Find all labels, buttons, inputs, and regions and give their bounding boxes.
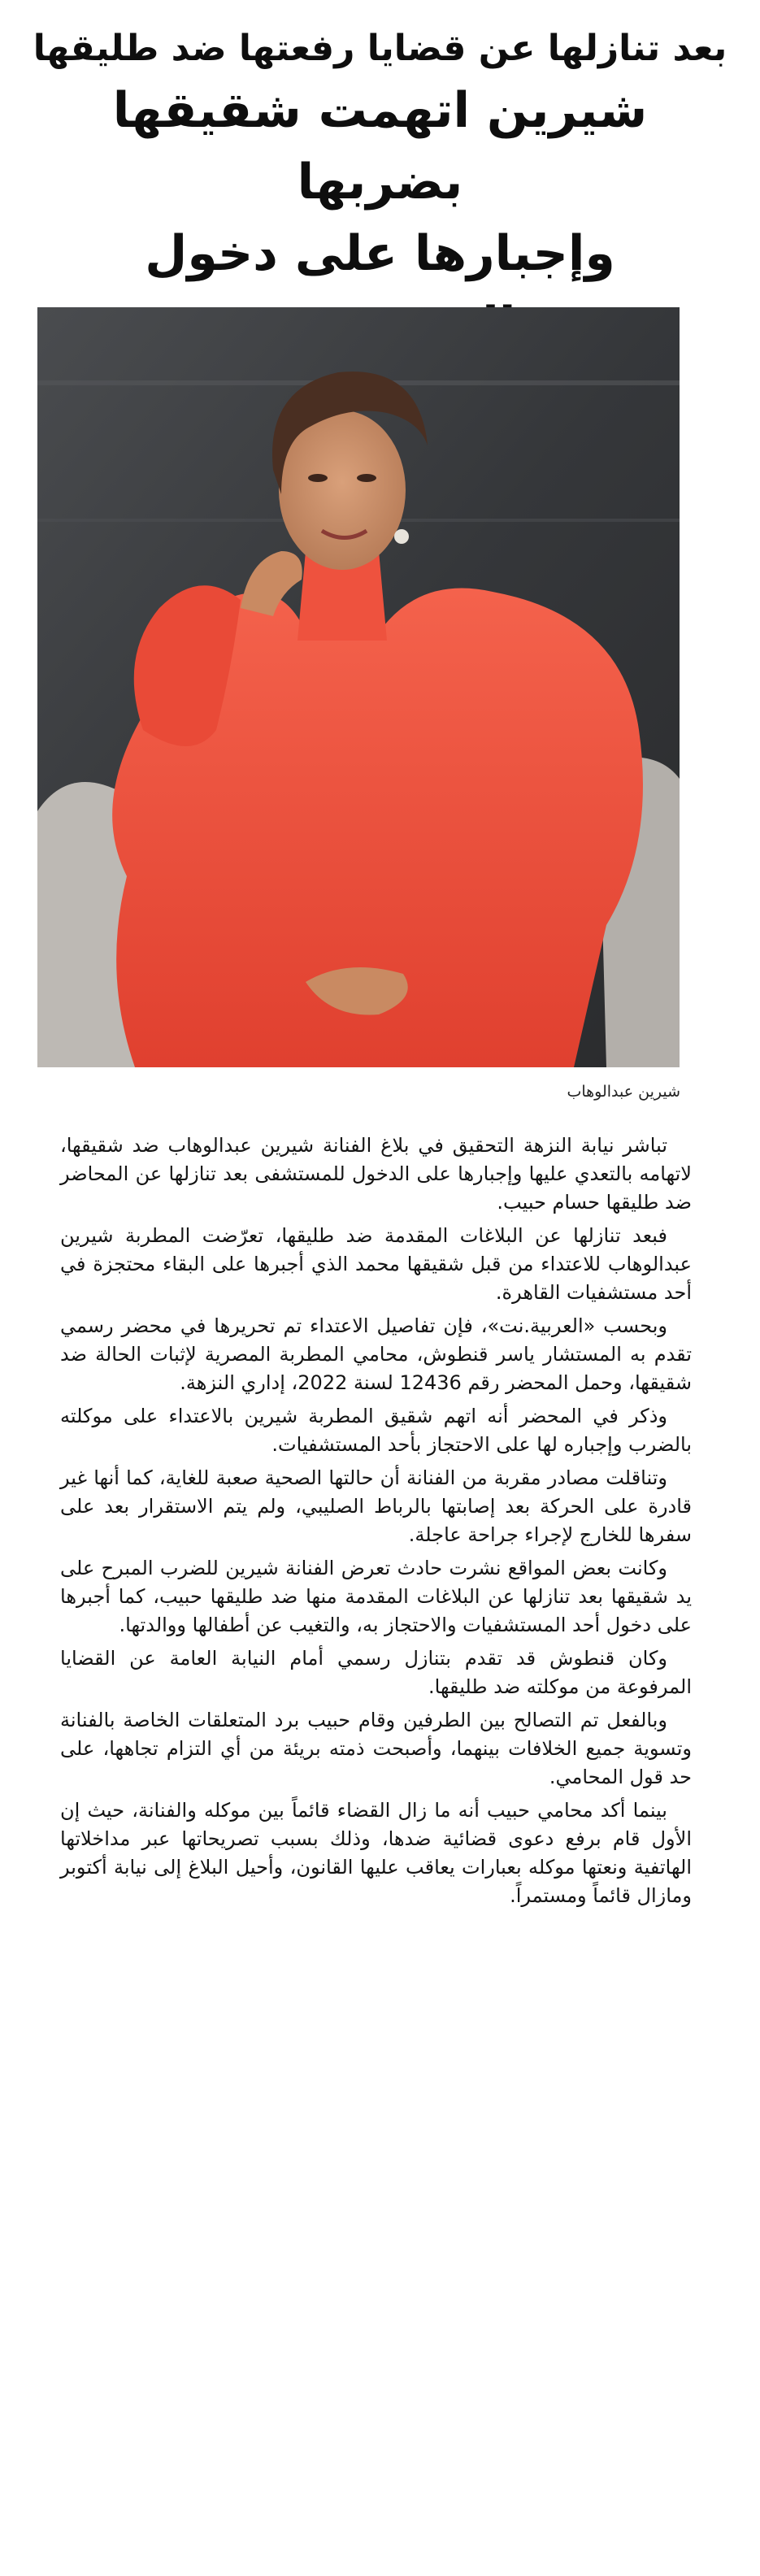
article-paragraph: وكانت بعض المواقع نشرت حادث تعرض الفنانة شيرين للضرب المبرح على يد شقيقها بعد تنازلها عن البلاغات المقدمة منها ضد طليقها حبيب، كما أجبرها على دخول أحد المستشفيات والاحتجاز به، والتغيب عن أطفالها ووالدتها. bbox=[60, 1557, 692, 1636]
article-body bbox=[60, 1132, 692, 1915]
article-paragraph: وذكر في المحضر أنه اتهم شقيق المطربة شيرين بالاعتداء على موكلته بالضرب وإجباره لها على الاحتجاز بأحد المستشفيات. bbox=[60, 1405, 692, 1456]
article-paragraph: وتناقلت مصادر مقربة من الفنانة أن حالتها الصحية صعبة للغاية، كما أنها غير قادرة على الحركة بعد إصابتها بالرباط الصليبي، ولم يتم الاستقرار بعد على سفرها للخارج لإجراء جراحة عاجلة. bbox=[60, 1466, 692, 1546]
article-paragraph: وبحسب «العربية.نت»، فإن تفاصيل الاعتداء تم تحريرها في محضر رسمي تقدم به المستشار ياسر قنطوش، محامي المطربة المصرية لإثبات الحالة ضد شقيقها، وحمل المحضر رقم 12436 لسنة 2022، إداري النزهة. bbox=[60, 1314, 692, 1394]
article-paragraph: تباشر نيابة النزهة التحقيق في بلاغ الفنانة شيرين عبدالوهاب ضد شقيقها، لاتهامه بالتعدي عليها وإجبارها على الدخول للمستشفى بعد تنازلها عن المحاضر ضد طليقها حسام حبيب. bbox=[60, 1134, 692, 1214]
photo-caption: شيرين عبدالوهاب bbox=[567, 1083, 680, 1101]
article-paragraph: فبعد تنازلها عن البلاغات المقدمة ضد طليقها، تعرّضت المطربة شيرين عبدالوهاب للاعتداء من قبل شقيقها محمد الذي أجبرها على البقاء محتجزة في أحد مستشفيات القاهرة. bbox=[60, 1224, 692, 1304]
article-photo bbox=[37, 307, 680, 1067]
headline-title-line-1: شيرين اتهمت شقيقها بضربها bbox=[112, 82, 648, 211]
article-paragraph: بينما أكد محامي حبيب أنه ما زال القضاء قائماً بين موكله والفنانة، حيث إن الأول قام برفع دعوى قضائية ضدها، وذلك بسبب تصريحاتها عبر مداخلاتها الهاتفية ونعتها موكله بعبارات يعاقب عليها القانون، وأحيل البلاغ إلى نيابة أكتوبر ومازال قائماً ومستمراً. bbox=[60, 1799, 692, 1907]
headline-title-line-2: وإجبارها على دخول bbox=[145, 225, 615, 282]
headline-kicker: بعد تنازلها عن قضايا رفعتها ضد طليقها bbox=[33, 28, 727, 69]
portrait-illustration bbox=[37, 307, 680, 1067]
article-paragraph: وكان قنطوش قد تقدم بتنازل رسمي أمام النيابة العامة عن القضايا المرفوعة من موكلته ضد طليقها. bbox=[60, 1647, 692, 1698]
article-paragraph: وبالفعل تم التصالح بين الطرفين وقام حبيب برد المتعلقات الخاصة بالفنانة وتسوية جميع الخلافات بينهما، وأصبحت ذمته بريئة من أي التزام تجاهها، على حد قول المحامي. bbox=[60, 1709, 692, 1788]
